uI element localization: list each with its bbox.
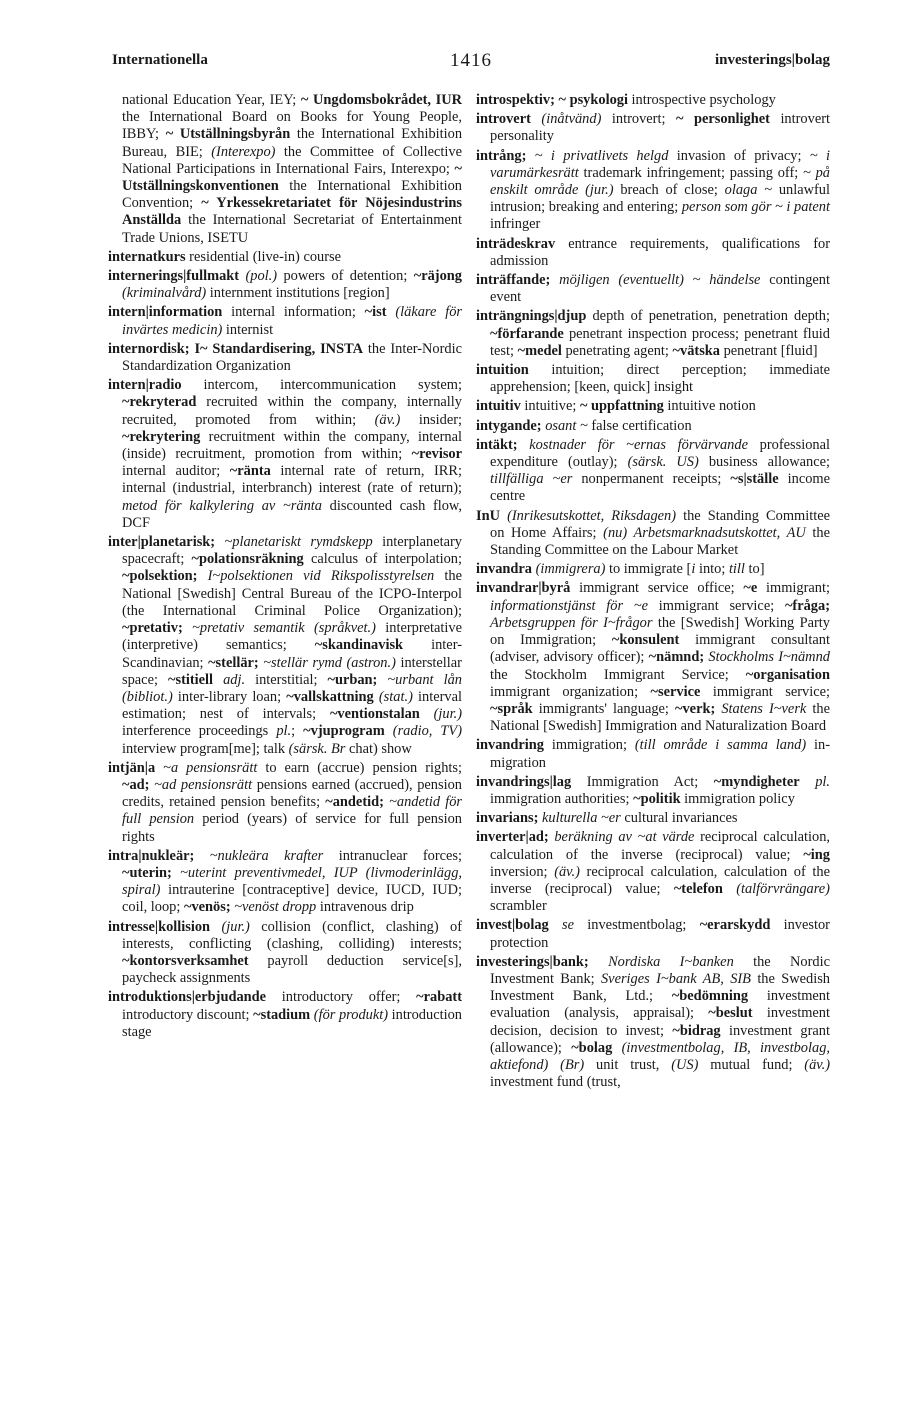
entry-text: period (years) of service for full pension rights	[122, 811, 462, 845]
entry-italic-gloss: I~polsektionen vid Rikspolisstyrelsen	[207, 568, 435, 585]
entry-italic-gloss: (till område i samma land)	[634, 737, 807, 754]
entry-headword: ~bolag	[571, 1039, 613, 1056]
entry-headword: introduktions|erbjudande	[108, 989, 267, 1006]
entry-text: unlawful intrusion; breaking and entering;	[490, 182, 830, 216]
entry-headword: invandrar|byrå	[476, 580, 571, 597]
entry-text: immigrant;	[757, 580, 830, 597]
entry-italic-gloss: metod för kalkylering av ~ränta	[122, 497, 322, 514]
dictionary-entry	[476, 236, 830, 270]
entry-text: internal rate of return, IRR; internal (industrial, interbranch) interest (rate of return);	[122, 463, 462, 497]
entry-italic-gloss: ~ på enskilt område (jur.)	[490, 164, 830, 199]
entry-text	[550, 272, 559, 288]
entry-italic-gloss: i	[691, 561, 696, 578]
entry-text: false certification	[587, 417, 692, 434]
entry-text: penetrant [fluid]	[720, 342, 818, 359]
entry-text: penetrant inspection process; penetrant fluid test;	[490, 325, 830, 359]
entry-italic-gloss: (talförvrängare)	[736, 880, 830, 897]
entry-italic-gloss: (Inrikesutskottet, Riksdagen)	[507, 507, 677, 524]
entry-text: chat) show	[345, 740, 412, 757]
entry-text: the Standing Committee on Home Affairs;	[490, 507, 830, 541]
entry-text: recruitment within the company, internal (inside) recruitment, promotion from within;	[122, 428, 462, 463]
entry-headword: intuitiv	[476, 398, 521, 415]
entry-italic-gloss: adj.	[223, 671, 246, 688]
entry-headword: ~stadium	[253, 1006, 311, 1023]
dictionary-entry	[476, 437, 830, 506]
entry-text: immigrants' language;	[532, 700, 675, 717]
entry-text: the International Exhibition Convention;	[122, 178, 462, 212]
entry-text: intuitive notion	[663, 398, 756, 415]
entry-headword: investerings|bank;	[476, 953, 589, 970]
entry-text: interstitial;	[245, 671, 328, 688]
entry-text: penetrating agent;	[561, 342, 673, 359]
entry-italic-gloss: (investmentbolag, IB, investbolag, aktiefond) (Br)	[490, 1039, 830, 1073]
entry-text	[183, 620, 192, 636]
entry-text: intranuclear forces;	[323, 847, 462, 864]
entry-headword: ~urban;	[327, 671, 378, 688]
entry-headword: invandring	[476, 737, 544, 754]
entry-headword: intra|nukleär;	[108, 847, 195, 864]
entry-italic-gloss: Arbetsgruppen för I~frågor	[490, 614, 653, 631]
entry-text: mutual fund;	[698, 1056, 805, 1073]
entry-text: inter-library loan;	[172, 688, 287, 705]
dictionary-entry	[108, 377, 462, 532]
entry-text: investor protection	[490, 917, 830, 951]
entry-headword: ~venös;	[183, 899, 231, 916]
entry-headword: introspektiv; ~ psykologi	[476, 92, 628, 108]
entry-italic-gloss: (radio, TV)	[392, 723, 462, 740]
entry-headword: invarians;	[476, 810, 539, 827]
entry-text: investment grant (allowance);	[490, 1022, 830, 1056]
entry-text	[377, 672, 387, 688]
entry-headword: ~ing	[803, 846, 830, 863]
entry-text: immigrant organization;	[490, 683, 651, 700]
entry-text: interval estimation; nest of intervals;	[122, 688, 462, 723]
entry-text: introduction stage	[122, 1006, 462, 1040]
entry-text	[213, 672, 223, 688]
entry-headword: ~fråga;	[784, 597, 830, 614]
entry-headword: intygande;	[476, 417, 542, 434]
entry-text	[526, 148, 534, 164]
dictionary-entry	[108, 848, 462, 917]
entry-headword: ~verk;	[675, 700, 716, 717]
entry-headword: intern|information	[108, 304, 223, 321]
entry-headword: inter|planetarisk;	[108, 534, 216, 551]
entry-text: to earn (accrue) pension rights;	[257, 759, 462, 776]
entry-text: discounted cash flow, DCF	[122, 497, 462, 531]
entry-text: entrance requirements, qualifications for admission	[490, 235, 830, 269]
entry-text: unit trust,	[584, 1056, 672, 1073]
entry-text: nonpermanent receipts;	[572, 471, 731, 488]
entry-headword: intrång;	[476, 147, 527, 164]
entry-headword: ~bidrag	[672, 1022, 721, 1039]
entry-italic-gloss: beräkning av ~at värde	[554, 829, 695, 846]
entry-text: immigration authorities;	[490, 790, 634, 807]
entry-headword: ~organisation	[745, 666, 830, 683]
dictionary-entry	[476, 398, 830, 415]
entry-italic-gloss: (Interexpo)	[211, 143, 276, 160]
entry-headword: ~vjuprogram	[303, 723, 385, 740]
entry-italic-gloss: Nordiska I~banken	[608, 953, 734, 970]
entry-italic-gloss: till	[728, 561, 745, 578]
entry-italic-gloss: (pol.)	[245, 268, 278, 285]
entry-italic-gloss: ~ad pensionsrätt	[154, 776, 253, 793]
entry-text: interference proceedings	[122, 723, 277, 740]
entry-headword: ~stellär;	[208, 654, 259, 671]
entry-text: reciprocal calculation, calculation of the inverse (reciprocal) value;	[490, 863, 830, 897]
entry-headword: ~ Utställningskonventionen	[122, 160, 462, 195]
entry-text: immigration policy	[680, 790, 795, 807]
entry-headword: ~ uppfattning	[579, 398, 664, 415]
entry-text: inversion;	[490, 863, 555, 880]
entry-text: residential (live-in) course	[185, 248, 341, 265]
entry-text: immigrant service;	[648, 597, 785, 614]
entry-italic-gloss: ~venöst dropp	[234, 899, 317, 916]
entry-headword: ~pretativ;	[122, 620, 183, 637]
entry-text: immigrant service office;	[570, 580, 744, 597]
entry-italic-gloss: person som gör ~ i patent	[681, 199, 830, 216]
dictionary-entry	[476, 92, 830, 109]
entry-text: immigrant consultant (adviser, advisory officer);	[490, 632, 830, 666]
entry-italic-gloss: ~planetariskt rymdskepp	[224, 534, 373, 551]
entry-italic-gloss: (US)	[671, 1056, 699, 1073]
entry-text	[420, 706, 434, 722]
entry-headword: ~ad;	[122, 776, 150, 793]
entry-italic-gloss: (läkare för invärtes medicin)	[122, 304, 462, 338]
dictionary-entry	[476, 272, 830, 306]
entry-text: depth of penetration, penetration depth;	[586, 308, 830, 325]
entry-text: the International Secretariat of Entertainment Trade Unions, ISETU	[122, 212, 462, 246]
entry-headword: ~rekrytering	[122, 428, 201, 445]
entry-text: ;	[291, 723, 304, 740]
entry-text: the Standing Committee on the Labour Market	[490, 524, 830, 559]
entry-text: the Committee of Collective National Participations in International Fairs, Interexpo;	[122, 143, 462, 177]
entry-italic-gloss: (kriminalvård)	[122, 285, 207, 302]
entry-italic-gloss: ~nukleära krafter	[209, 847, 324, 864]
entry-text: to immigrate [	[605, 561, 692, 578]
entry-headword: intuition	[476, 362, 529, 379]
entry-italic-gloss: informationstjänst för ~e	[490, 597, 649, 614]
entry-headword: ~förfarande	[490, 325, 564, 342]
entry-headword: ~kontorsverksamhet	[122, 952, 249, 969]
entry-headword: ~ personlighet	[675, 111, 770, 128]
page-number: 1416	[450, 50, 492, 71]
entry-text: insider;	[400, 411, 462, 428]
entry-headword: ~ränta	[229, 463, 271, 480]
entry-text: intravenous drip	[316, 899, 414, 916]
entry-text: the Swedish Investment Bank, Ltd.;	[490, 970, 830, 1005]
entry-headword: ~ Ungdomsbokrådet, IUR	[300, 92, 462, 108]
entry-headword: internerings|fullmakt	[108, 268, 240, 285]
entry-text: breach of close;	[613, 182, 725, 199]
entry-headword: ~stitiell	[167, 671, 214, 688]
entry-headword: inträdeskrav	[476, 235, 556, 252]
entry-text: powers of detention;	[277, 268, 414, 285]
entry-headword: ~telefon	[673, 880, 723, 897]
entry-text: internment institutions [region]	[206, 285, 390, 302]
dictionary-entry	[108, 249, 462, 266]
entry-italic-gloss: (jur.)	[433, 706, 462, 723]
entry-headword: ~ist	[364, 304, 387, 321]
entry-headword: ~rekryterad	[122, 394, 197, 411]
dictionary-entry	[108, 92, 462, 247]
entry-italic-gloss: tillfälliga ~er	[490, 471, 573, 488]
entry-text	[172, 865, 180, 881]
entry-text: in-migration	[490, 737, 830, 771]
entry-text: pensions earned (accrued), pension credits, retained pension benefits;	[122, 776, 462, 811]
entry-headword: ~vallskattning	[286, 688, 374, 705]
dictionary-entry	[108, 919, 462, 988]
entry-headword: ~bedömning	[671, 988, 749, 1005]
entry-text: introvert;	[601, 111, 676, 128]
entry-italic-gloss: (nu) Arbetsmarknadsutskottet, AU	[603, 524, 806, 541]
entry-headword: ~ventionstalan	[329, 706, 420, 723]
entry-italic-gloss: möjligen (eventuellt) ~ händelse	[559, 272, 761, 289]
entry-headword: ~revisor	[411, 446, 462, 463]
entry-text	[518, 437, 530, 453]
entry-headword: internatkurs	[108, 248, 186, 265]
dictionary-entry	[108, 989, 462, 1041]
entry-italic-gloss: (äv.)	[554, 863, 580, 880]
entry-headword: ~polationsräkning	[191, 551, 304, 568]
entry-italic-gloss: Sveriges I~bank AB, SIB	[600, 970, 751, 987]
entry-text	[723, 881, 736, 897]
right-column	[476, 92, 830, 1093]
entry-italic-gloss: ~urbant lån (bibliot.)	[122, 671, 462, 705]
dictionary-entry	[476, 810, 830, 827]
entry-headword: introvert	[476, 111, 531, 128]
entry-text: contingent event	[490, 272, 830, 306]
entry-italic-gloss: ~andetid för full pension	[122, 794, 462, 828]
entry-text: national Education Year, IEY;	[122, 92, 301, 108]
entry-italic-gloss: ~a pensionsrätt	[163, 759, 258, 776]
entry-text: cultural invariances	[620, 810, 738, 827]
entry-headword: ~polsektion;	[122, 568, 198, 585]
dictionary-entry	[476, 308, 830, 360]
entry-text: the International Board on Books for Young People, IBBY;	[122, 109, 462, 143]
dictionary-entry	[476, 580, 830, 735]
entry-headword: invandra	[476, 561, 532, 578]
entry-italic-gloss: pl.	[276, 723, 292, 740]
entry-text: income centre	[490, 471, 830, 505]
dictionary-entry	[476, 148, 830, 234]
entry-headword: internordisk; I~ Standardisering, INSTA	[108, 340, 363, 357]
entry-headword: ~ Utställningsbyrån	[165, 126, 291, 143]
entry-text: the International Exhibition Bureau, BIE;	[122, 126, 463, 160]
entry-headword: intäkt;	[476, 436, 518, 453]
entry-headword: intjän|a	[108, 759, 156, 776]
entry-text: scrambler	[490, 898, 547, 915]
entry-text: collision (conflict, clashing) of interests, conflicting (clashing, colliding) interests;	[122, 918, 462, 952]
entry-headword: ~e	[743, 580, 758, 597]
entry-italic-gloss: Statens I~verk	[721, 700, 807, 717]
entry-italic-gloss: (inåtvänd)	[541, 111, 602, 128]
entry-text: internist	[222, 321, 274, 338]
entry-text: investment evaluation (analysis, appraisal);	[490, 988, 830, 1022]
entry-headword: inträffande;	[476, 272, 551, 289]
entry-italic-gloss: ~uterint preventivmedel, IUP (livmoderinlägg, spiral)	[122, 864, 462, 899]
entry-text: professional expenditure (outlay);	[490, 436, 830, 471]
entry-headword: ~erarskydd	[699, 917, 771, 934]
entry-text: introductory offer;	[266, 989, 417, 1006]
dictionary-entry	[476, 737, 830, 771]
entry-text: investment fund (trust,	[490, 1074, 621, 1091]
entry-italic-gloss: Stockholms I~nämnd	[708, 649, 830, 666]
entry-text	[800, 774, 816, 790]
entry-headword: ~ Yrkessekretariatet för Nöjesindustrins Anställda	[122, 195, 462, 229]
entry-italic-gloss: ~ i privatlivets helgd	[534, 147, 669, 164]
entry-headword: invandrings|lag	[476, 773, 572, 790]
entry-text: inter-Scandinavian;	[122, 637, 462, 671]
right-guide-word: investerings|bolag	[715, 52, 830, 68]
entry-text: trademark infringement; passing off;	[578, 164, 804, 181]
entry-text: the [Swedish] Working Party on Immigration;	[490, 614, 831, 649]
entry-text: immigration;	[543, 737, 635, 754]
entry-italic-gloss: olaga ~	[724, 182, 773, 199]
entry-text: the National [Swedish] Central Bureau of the ICPO-Interpol (the International Criminal Police Organization);	[122, 568, 462, 619]
entry-headword: ~vätska	[672, 342, 720, 359]
entry-text	[589, 954, 608, 970]
entry-headword: ~beslut	[708, 1005, 753, 1022]
entry-text	[197, 568, 207, 584]
entry-text: intrauterine [contraceptive] device, IUCD, IUD; coil, loop;	[122, 882, 462, 916]
entry-text: interpretative (interpretive) semantics;	[122, 620, 462, 654]
entry-italic-gloss: (särsk. US)	[627, 454, 699, 471]
dictionary-entry	[476, 111, 830, 145]
entry-italic-gloss: ~stellär rymd (astron.)	[263, 654, 396, 671]
left-guide-word: Internationella	[112, 52, 208, 68]
entry-italic-gloss: (för produkt)	[313, 1006, 389, 1023]
entry-headword: inverter|ad;	[476, 829, 549, 846]
entry-text: invasion of privacy;	[668, 147, 810, 164]
dictionary-entry	[476, 561, 830, 578]
entry-text: intercom, intercommunication system;	[181, 377, 462, 394]
entry-italic-gloss: se	[562, 917, 575, 934]
entry-text: interplanetary spacecraft;	[122, 534, 462, 568]
dictionary-entry	[476, 774, 830, 808]
entry-text: intuition; direct perception; immediate apprehension; [keen, quick] insight	[490, 362, 830, 396]
entry-headword: intresse|kollision	[108, 918, 211, 935]
entry-headword: ~skandinavisk	[314, 637, 404, 654]
entry-headword: ~s|ställe	[730, 471, 779, 488]
entry-text: payroll deduction service[s], paycheck assignments	[122, 952, 462, 987]
entry-text	[385, 723, 393, 739]
dictionary-entry	[108, 304, 462, 338]
entry-text: introvert personality	[490, 111, 830, 145]
entry-text	[531, 111, 542, 127]
entry-text	[210, 919, 221, 935]
entry-text	[549, 917, 562, 933]
dictionary-entry	[108, 268, 462, 302]
entry-text: the Nordic Investment Bank;	[490, 953, 830, 987]
entry-headword: ~andetid;	[325, 794, 384, 811]
entry-text: infringer	[490, 216, 541, 233]
dictionary-entry	[476, 954, 830, 1092]
entry-italic-gloss: (stat.)	[378, 688, 413, 705]
entry-text: the Inter-Nordic Standardization Organization	[122, 340, 462, 375]
entry-headword: ~räjong	[413, 268, 462, 285]
entry-text	[194, 848, 209, 864]
entry-italic-gloss: (särsk. Br	[288, 740, 346, 757]
entry-text: Immigration Act;	[571, 773, 714, 790]
entry-text: the Stockholm Immigrant Service;	[490, 666, 746, 683]
entry-italic-gloss: kostnader för ~ernas förvärvande	[529, 436, 748, 453]
entry-text: introductory discount;	[122, 1006, 254, 1023]
entry-text: reciprocal calculation, calculation of the inverse (reciprocal) value;	[490, 829, 830, 863]
entry-headword: ~rabatt	[416, 989, 462, 1006]
entry-italic-gloss: ~ i varumärkesrätt	[490, 147, 830, 181]
entry-headword: invest|bolag	[476, 917, 549, 934]
entry-italic-gloss: (äv.)	[804, 1056, 830, 1073]
entry-headword: ~myndigheter	[713, 773, 800, 790]
entry-text: immigrant service;	[700, 683, 830, 700]
entry-headword: ~konsulent	[611, 632, 680, 649]
entry-italic-gloss: (äv.)	[374, 411, 401, 428]
entry-text: investment decision, decision to invest;	[490, 1005, 830, 1039]
left-column	[108, 92, 462, 1043]
entry-headword: ~språk	[490, 700, 533, 717]
entry-italic-gloss: kulturella ~er	[541, 810, 621, 827]
dictionary-entry	[476, 508, 830, 560]
entry-text: to]	[744, 561, 765, 578]
entry-headword: InU	[476, 507, 500, 524]
entry-text: introspective psychology	[627, 92, 776, 108]
entry-text: internal auditor;	[122, 463, 230, 480]
entry-text: investmentbolag;	[574, 917, 700, 934]
entry-italic-gloss: (jur.)	[221, 918, 250, 935]
entry-headword: inträngnings|djup	[476, 308, 587, 325]
entry-text: internal information;	[222, 304, 365, 321]
entry-text: business allowance;	[698, 454, 830, 471]
entry-text	[612, 1040, 621, 1056]
entry-text: calculus of interpolation;	[303, 551, 462, 568]
dictionary-entry	[108, 341, 462, 375]
entry-text: interview program[me]; talk	[122, 740, 289, 757]
dictionary-entry	[476, 829, 830, 915]
entry-italic-gloss: (immigrera)	[535, 561, 606, 578]
entry-headword: ~medel	[517, 342, 562, 359]
dictionary-entry	[476, 362, 830, 396]
entry-headword: ~politik	[633, 790, 681, 807]
entry-headword: ~uterin;	[122, 864, 172, 881]
dictionary-entry	[476, 418, 830, 435]
entry-italic-gloss: osant ~	[545, 417, 588, 434]
entry-headword: ~nämnd;	[648, 649, 705, 666]
dictionary-entry	[108, 534, 462, 758]
entry-italic-gloss: ~pretativ semantik (språkvet.)	[192, 620, 376, 637]
running-head	[112, 52, 830, 76]
entry-text: recruited within the company, internally recruited, promoted from within;	[122, 394, 462, 428]
entry-text	[155, 760, 163, 776]
dictionary-entry	[476, 917, 830, 951]
entry-headword: intern|radio	[108, 377, 182, 394]
dictionary-entry	[108, 760, 462, 846]
entry-text: the National [Swedish] Immigration and Naturalization Board	[490, 700, 830, 735]
entry-italic-gloss: pl.	[815, 773, 830, 790]
entry-text: interstellar space;	[122, 654, 462, 688]
entry-text: into;	[695, 561, 729, 578]
entry-headword: ~service	[650, 683, 701, 700]
entry-text: intuitive;	[520, 398, 580, 415]
